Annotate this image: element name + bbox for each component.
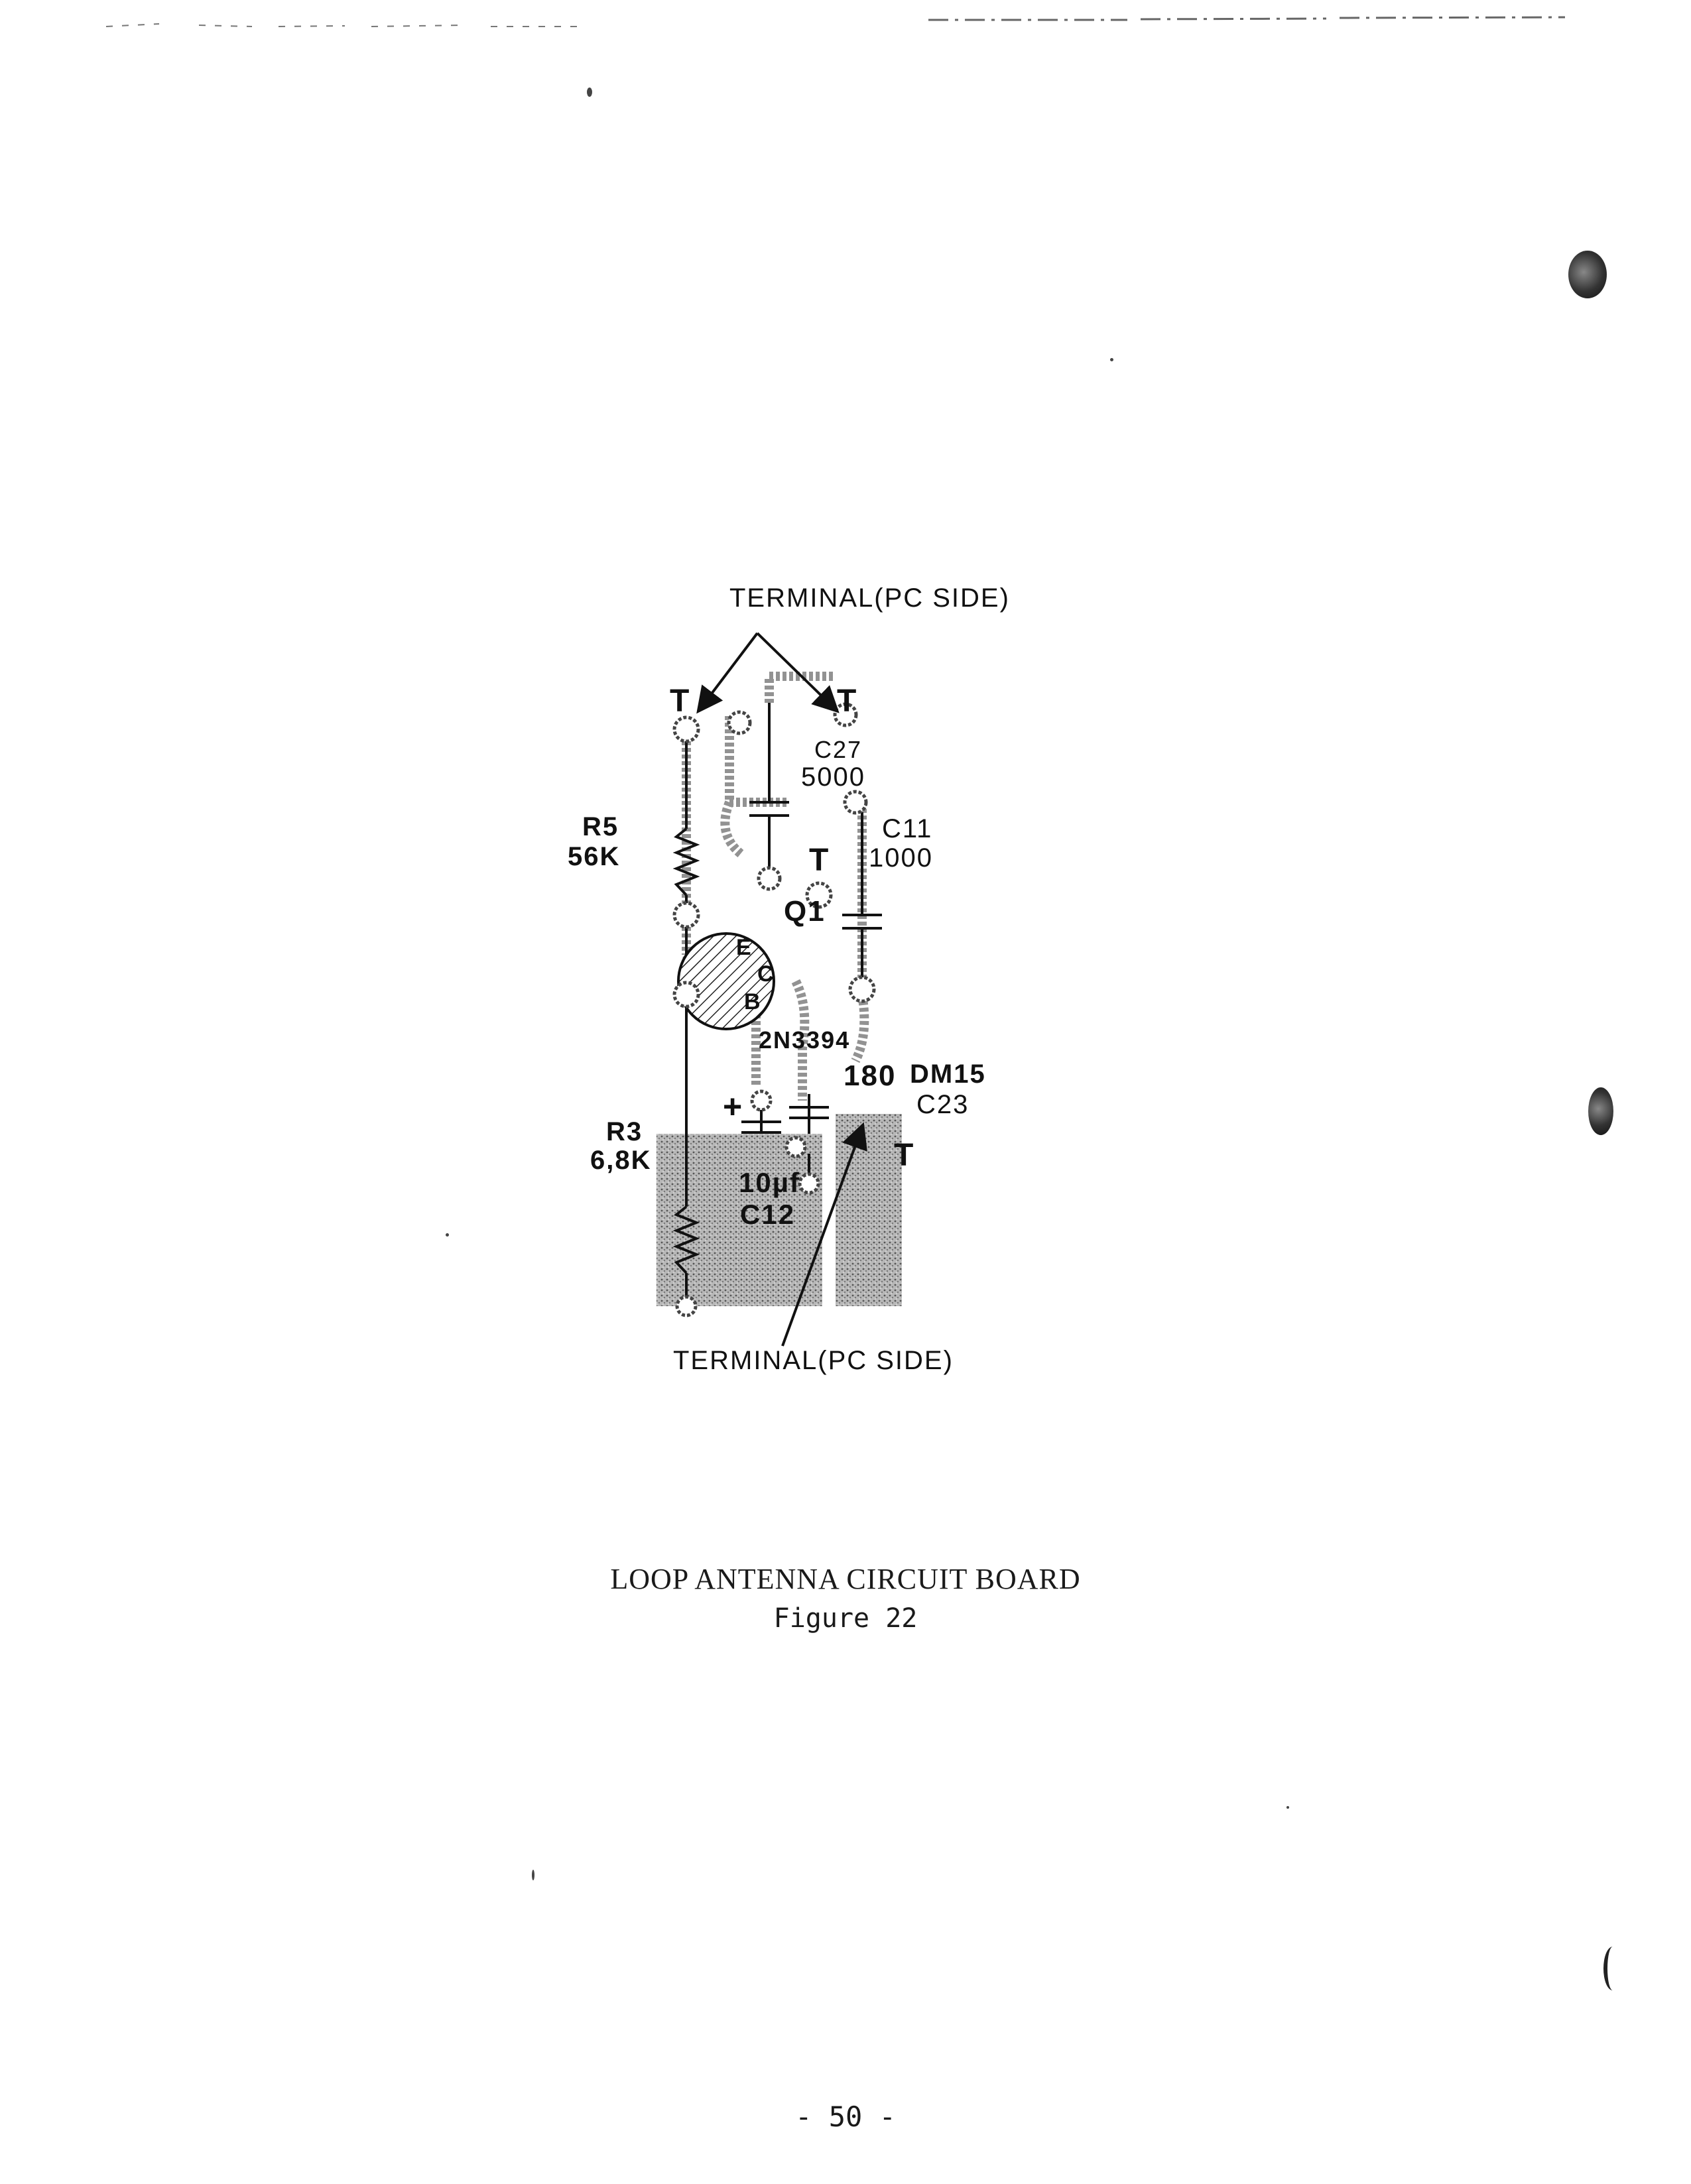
r3-name: R3 <box>606 1117 643 1146</box>
terminal-bottom-label: TERMINAL(PC SIDE) <box>673 1346 954 1375</box>
terminal-t-marker: T <box>670 684 691 719</box>
polarity-plus: + <box>723 1088 744 1125</box>
c27-value: 5000 <box>801 762 865 792</box>
scan-edge-marks <box>0 0 1691 40</box>
binder-hole-middle <box>1588 1087 1613 1135</box>
binder-hole-top <box>1568 251 1607 298</box>
figure-number: Figure 22 <box>773 1603 918 1634</box>
binder-hole-bottom <box>1603 1947 1622 1990</box>
page-number: - 50 - <box>795 2100 896 2133</box>
c11-value: 1000 <box>869 843 933 873</box>
terminal-t-marker: T <box>809 843 830 878</box>
c23-value: 180 <box>844 1060 897 1092</box>
scan-speck <box>587 88 592 97</box>
figure-caption-title: LOOP ANTENNA CIRCUIT BOARD <box>610 1563 1081 1595</box>
c23-type: DM15 <box>910 1060 986 1089</box>
copper-ground-plane <box>657 1134 822 1306</box>
terminal-t-marker: T <box>894 1138 915 1173</box>
loop-antenna-circuit-diagram <box>570 583 1034 1412</box>
scan-speck <box>1110 358 1113 361</box>
c27-name: C27 <box>814 736 863 763</box>
r5-value: 56K <box>568 842 621 871</box>
terminal-t-marker: T <box>837 684 858 719</box>
r3-value: 6,8K <box>590 1146 652 1175</box>
scan-speck <box>532 1870 534 1880</box>
pin-b-label: B <box>744 989 762 1014</box>
r5-name: R5 <box>582 812 619 841</box>
arrow-terminal-right <box>757 633 836 709</box>
c23-name: C23 <box>916 1090 970 1119</box>
pin-e-label: E <box>736 935 753 960</box>
pin-c-label: C <box>757 961 775 987</box>
scan-speck <box>1286 1806 1289 1809</box>
scan-speck <box>446 1233 449 1237</box>
c12-value: 10µf <box>739 1167 800 1198</box>
c11-name: C11 <box>882 814 933 843</box>
circuit-board-artwork <box>570 583 1034 1412</box>
q1-name: Q1 <box>784 895 826 928</box>
transistor-part-number: 2N3394 <box>759 1026 851 1054</box>
arrow-terminal-left <box>700 633 757 709</box>
c12-name: C12 <box>740 1199 796 1230</box>
terminal-top-label: TERMINAL(PC SIDE) <box>729 583 1010 613</box>
